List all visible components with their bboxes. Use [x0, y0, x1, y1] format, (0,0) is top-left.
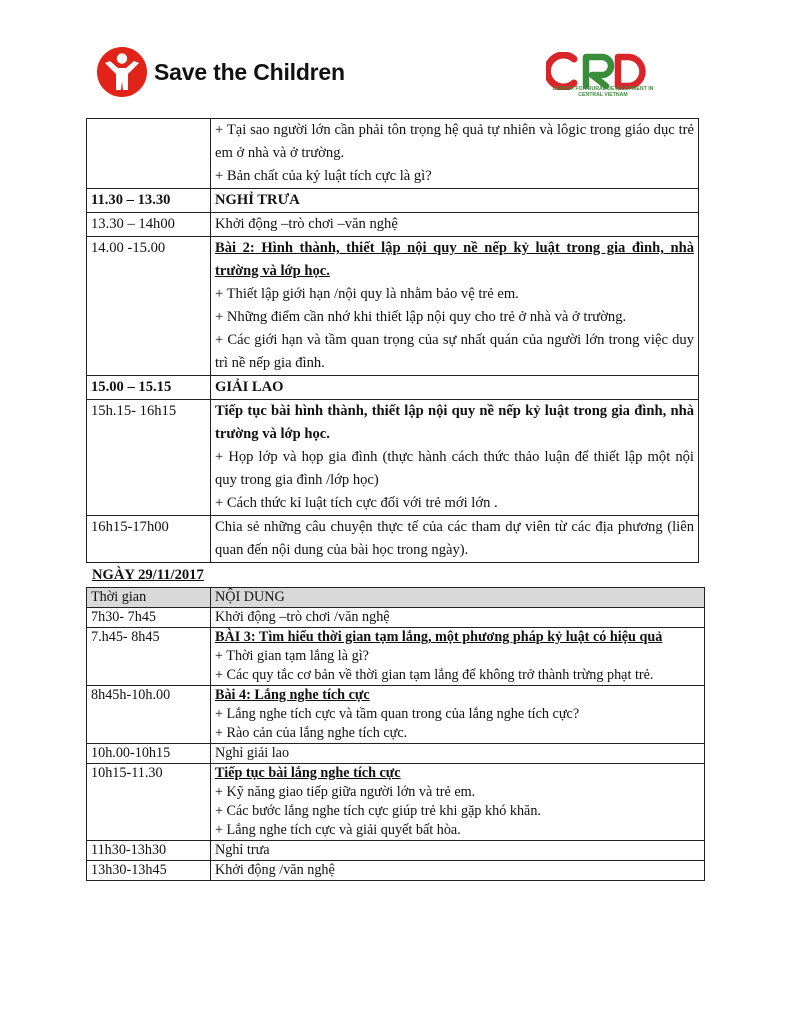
content-line: + Bản chất của kỷ luật tích cực là gì?: [215, 168, 432, 184]
time-cell: 10h.00-10h15: [87, 744, 211, 764]
table-row: [87, 119, 699, 189]
time-cell: 7.h45- 8h45: [87, 628, 211, 686]
content-line: + Cách thức kỉ luật tích cực đối với trẻ mới lớn .: [215, 495, 498, 511]
content-line: + Kỹ năng giao tiếp giữa người lớn và trẻ em.: [215, 784, 476, 800]
table-row: [87, 376, 699, 400]
time-cell: 7h30- 7h45: [87, 608, 211, 628]
save-the-children-emblem-icon: [96, 46, 148, 98]
day-title: NGÀY 29/11/2017: [92, 567, 204, 583]
time-cell: 10h15-11.30: [87, 764, 211, 841]
table-header-row: [87, 588, 705, 608]
time-cell: 11.30 – 13.30: [87, 189, 211, 213]
page-header: [0, 0, 791, 115]
lesson-title: BÀI 3: Tìm hiểu thời gian tạm lắng, một phương pháp kỷ luật có hiệu quả: [215, 629, 663, 645]
time-cell: [87, 119, 211, 189]
time-cell: 8h45h-10h.00: [87, 686, 211, 744]
content-line: + Tại sao người lớn cần phải tôn trọng hệ quả tự nhiên và lôgic trong giáo dục trẻ em ở nhà và ở trường.: [215, 122, 694, 161]
crd-subtitle: CENTER FOR RURAL DEVELOPMENT IN CENTRAL VIETNAM: [552, 86, 654, 98]
content-cell: Nghỉ trưa: [211, 841, 705, 861]
content-line: + Các giới hạn và tầm quan trọng của sự nhất quán của người lớn trong việc duy trì nề nếp gia đình.: [215, 332, 694, 371]
save-the-children-logo: [96, 46, 345, 98]
lesson-title: Bài 4: Lắng nghe tích cực: [215, 687, 370, 703]
content-cell: [211, 237, 699, 376]
crd-logo-icon: [546, 52, 658, 90]
table-row: [87, 516, 699, 563]
content-cell: [211, 628, 705, 686]
table-row: [87, 400, 699, 516]
content-line: + Họp lớp và họp gia đình (thực hành cách thức thảo luận để thiết lập một nội quy trong gia đình /lớp học): [215, 449, 694, 488]
time-cell: 11h30-13h30: [87, 841, 211, 861]
content-cell: [211, 400, 699, 516]
table-row: [87, 744, 705, 764]
content-cell: Chia sẻ những câu chuyện thực tế của các tham dự viên từ các địa phương (liên quan đến nội dung của bài học trong ngày).: [211, 516, 699, 563]
time-cell: 15h.15- 16h15: [87, 400, 211, 516]
time-cell: 16h15-17h00: [87, 516, 211, 563]
time-cell: 13.30 – 14h00: [87, 213, 211, 237]
schedule-table-day2: [86, 587, 705, 881]
content-line: + Những điểm cần nhớ khi thiết lập nội quy cho trẻ ở nhà và ở trường.: [215, 309, 627, 325]
table-row: [87, 686, 705, 744]
table-row: [87, 237, 699, 376]
content-cell: [211, 686, 705, 744]
table-row: [87, 213, 699, 237]
content-line: + Các bước lắng nghe tích cực giúp trẻ khi gặp khó khăn.: [215, 803, 541, 819]
column-header-content: NỘI DUNG: [211, 588, 705, 608]
content-cell: GIẢI LAO: [211, 376, 699, 400]
table-row: [87, 628, 705, 686]
save-the-children-text: Save the Children: [154, 58, 345, 85]
content-line: + Rào cản của lắng nghe tích cực.: [215, 725, 408, 741]
content-line: + Lắng nghe tích cực và tầm quan trong của lắng nghe tích cực?: [215, 706, 580, 722]
column-header-time: Thời gian: [87, 588, 211, 608]
time-cell: 15.00 – 15.15: [87, 376, 211, 400]
schedule-table-day1: [86, 118, 699, 563]
time-cell: 14.00 -15.00: [87, 237, 211, 376]
content-cell: [211, 119, 699, 189]
content-cell: Khởi động –trò chơi /văn nghệ: [211, 608, 705, 628]
content-cell: NGHỈ TRƯA: [211, 189, 699, 213]
content-line: + Thời gian tạm lắng là gì?: [215, 648, 369, 664]
lesson-title: Tiếp tục bài lắng nghe tích cực: [215, 765, 401, 781]
content-cell: Khởi động –trò chơi –văn nghệ: [211, 213, 699, 237]
table-row: [87, 189, 699, 213]
content-line: + Thiết lập giới hạn /nội quy là nhằm bảo vệ trẻ em.: [215, 286, 519, 302]
content-cell: [211, 764, 705, 841]
time-cell: 13h30-13h45: [87, 861, 211, 881]
content-line: + Các quy tắc cơ bản về thời gian tạm lắng để không trở thành trừng phạt trẻ.: [215, 667, 654, 683]
lesson-title: Bài 2: Hình thành, thiết lập nội quy nề nếp kỷ luật trong gia đình, nhà trường và lớp học.: [215, 240, 694, 279]
table-row: [87, 608, 705, 628]
table-row: [87, 861, 705, 881]
content-line: + Lắng nghe tích cực và giải quyết bất hòa.: [215, 822, 461, 838]
lesson-title: Tiếp tục bài hình thành, thiết lập nội quy nề nếp kỷ luật trong gia đình, nhà trường và lớp học.: [215, 403, 694, 442]
content-cell: Nghỉ giải lao: [211, 744, 705, 764]
table-row: [87, 764, 705, 841]
table-row: [87, 841, 705, 861]
content-cell: Khởi động /văn nghệ: [211, 861, 705, 881]
